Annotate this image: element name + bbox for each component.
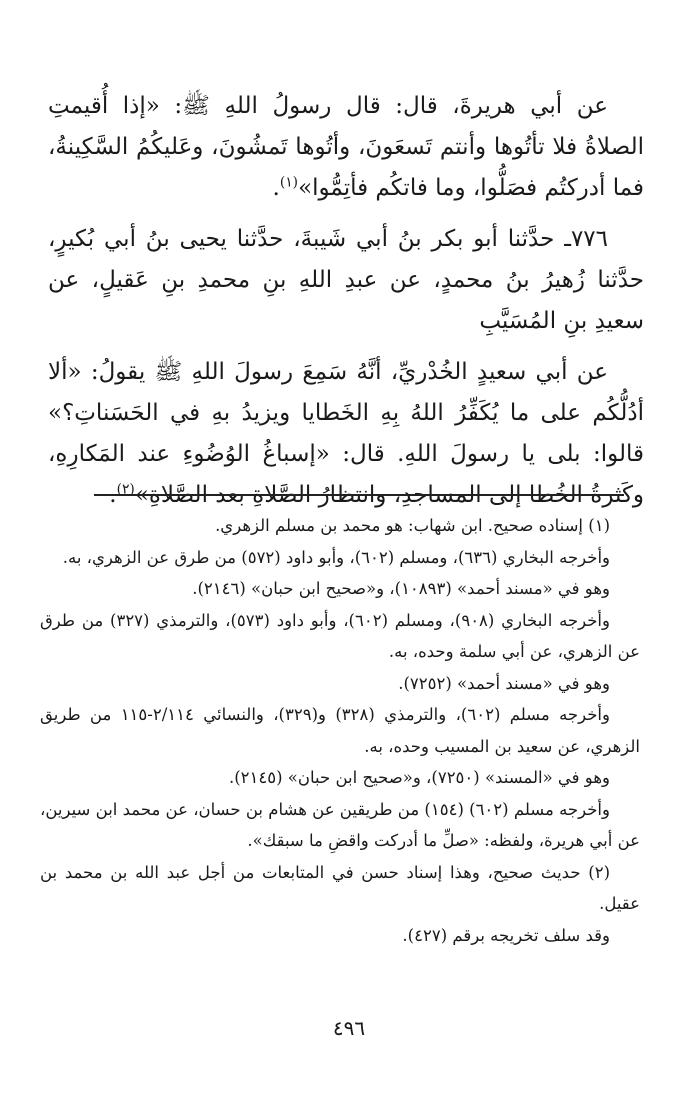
page-number: ٤٩٦ [332,1016,366,1040]
footnote-ref-2: (٢) [116,481,135,498]
footnote-line: وأخرجه البخاري (٦٣٦)، ومسلم (٦٠٢)، وأبو داود (٥٧٢) من طرق عن الزهري، به. [62,547,610,567]
main-text [48,86,644,526]
hadith-paragraph-2: عن أبي سعيدٍ الخُدْريِّ، أنَّهُ سَمِعَ رسولَ اللهِ ﷺ يقولُ: «ألا أدُلُّكُم على ما يُكَفِّرُ اللهُ بِهِ الخَطايا ويزيدُ بهِ في الحَسَناتِ؟» قالوا: بلى يا رسولَ اللهِ. قال: «إسباغُ الوُضُوءِ عند المَكارِهِ، وكَثرةُ الخُطا إلى المساجدِ، وانتظارُ الصَّلاةِ بعد الصَّلاةِ»$^{(٢)}$. [48,359,644,508]
footnote-divider [94,494,624,496]
hadith-paragraph-1: عن أبي هريرةَ، قال: قال رسولُ اللهِ ﷺ: «إذا أُقيمتِ الصلاةُ فلا تأتُوها وأنتم تَسعَونَ، وأتُوها تَمشُونَ، وعَليكُمُ السَّكِينةُ، فما أدركتُم فصَلُّوا، وما فاتكُم فأتِمُّوا»$^{(١)}$. [48,93,644,201]
footnote-line: وأخرجه مسلم (٦٠٢) (١٥٤) من طريقين عن هشام بن حسان، عن محمد ابن سيرين، عن أبي هريرة، ولفظه: «صلِّ ما أدركت واقضِ ما سبقك». [40,799,640,850]
hadith-text-2: عن أبي سعيدٍ الخُدْريِّ، أنَّهُ سَمِعَ رسولَ اللهِ ﷺ يقولُ: «ألا أدُلُّكُم على ما يُكَفِّرُ اللهُ بِهِ الخَطايا ويزيدُ بهِ في الحَسَناتِ؟» قالوا: بلى يا رسولَ اللهِ. قال: «إسباغُ الوُضُوءِ عند المَكارِهِ، وكَثرةُ الخُطا إلى المساجدِ، وانتظارُ الصَّلاةِ بعد الصَّلاةِ» [48,359,644,508]
footnote-line: وقد سلف تخريجه برقم (٤٢٧). [402,925,610,945]
footnote-ref-1: (١) [279,174,299,191]
footnote-line: (٢) حديث صحيح، وهذا إسناد حسن في المتابعات من أجل عبد الله بن محمد بن عقيل. [40,862,640,913]
footnote-line: وهو في «المسند» (٧٢٥٠)، و«صحيح ابن حبان» (٢١٤٥). [228,768,610,787]
hadith-text-1: عن أبي هريرةَ، قال: قال رسولُ اللهِ ﷺ: «إذا أُقيمتِ الصلاةُ فلا تأتُوها وأنتم تَسعَونَ، وأتُوها تَمشُونَ، وعَليكُمُ السَّكِينةُ، فما أدركتُم فصَلُّوا، وما فاتكُم فأتِمُّوا» [48,93,644,201]
footnote-line: وهو في «مسند أحمد» (٧٢٥٢). [398,673,610,693]
isnad-paragraph: ٧٧٦ـ حدَّثنا أبو بكر بنُ أبي شَيبةَ، حدَّثنا يحيى بنُ أبي بُكيرٍ، حدَّثنا زُهيرُ بنُ محمدٍ، عن عبدِ اللهِ بنِ محمدِ بنِ عَقيلٍ، عن سعيدِ بنِ المُسَيَّبِ [48,226,644,334]
footnote-line: (١) إسناده صحيح. ابن شهاب: هو محمد بن مسلم الزهري. [215,516,610,535]
footnote-line: وأخرجه البخاري (٩٠٨)، ومسلم (٦٠٢)، وأبو داود (٥٧٣)، والترمذي (٣٢٧) من طرق عن الزهري، عن أبي سلمة وحده، به. [40,610,640,661]
footnote-line: وأخرجه مسلم (٦٠٢)، والترمذي (٣٢٨) و(٣٢٩)، والنسائي ٢/١١٤-١١٥ من طريق الزهري، عن سعيد بن المسيب وحده، به. [40,705,640,756]
footnote-line: وهو في «مسند أحمد» (١٠٨٩٣)، و«صحيح ابن حبان» (٢١٤٦). [192,579,610,598]
footnotes [40,510,640,951]
